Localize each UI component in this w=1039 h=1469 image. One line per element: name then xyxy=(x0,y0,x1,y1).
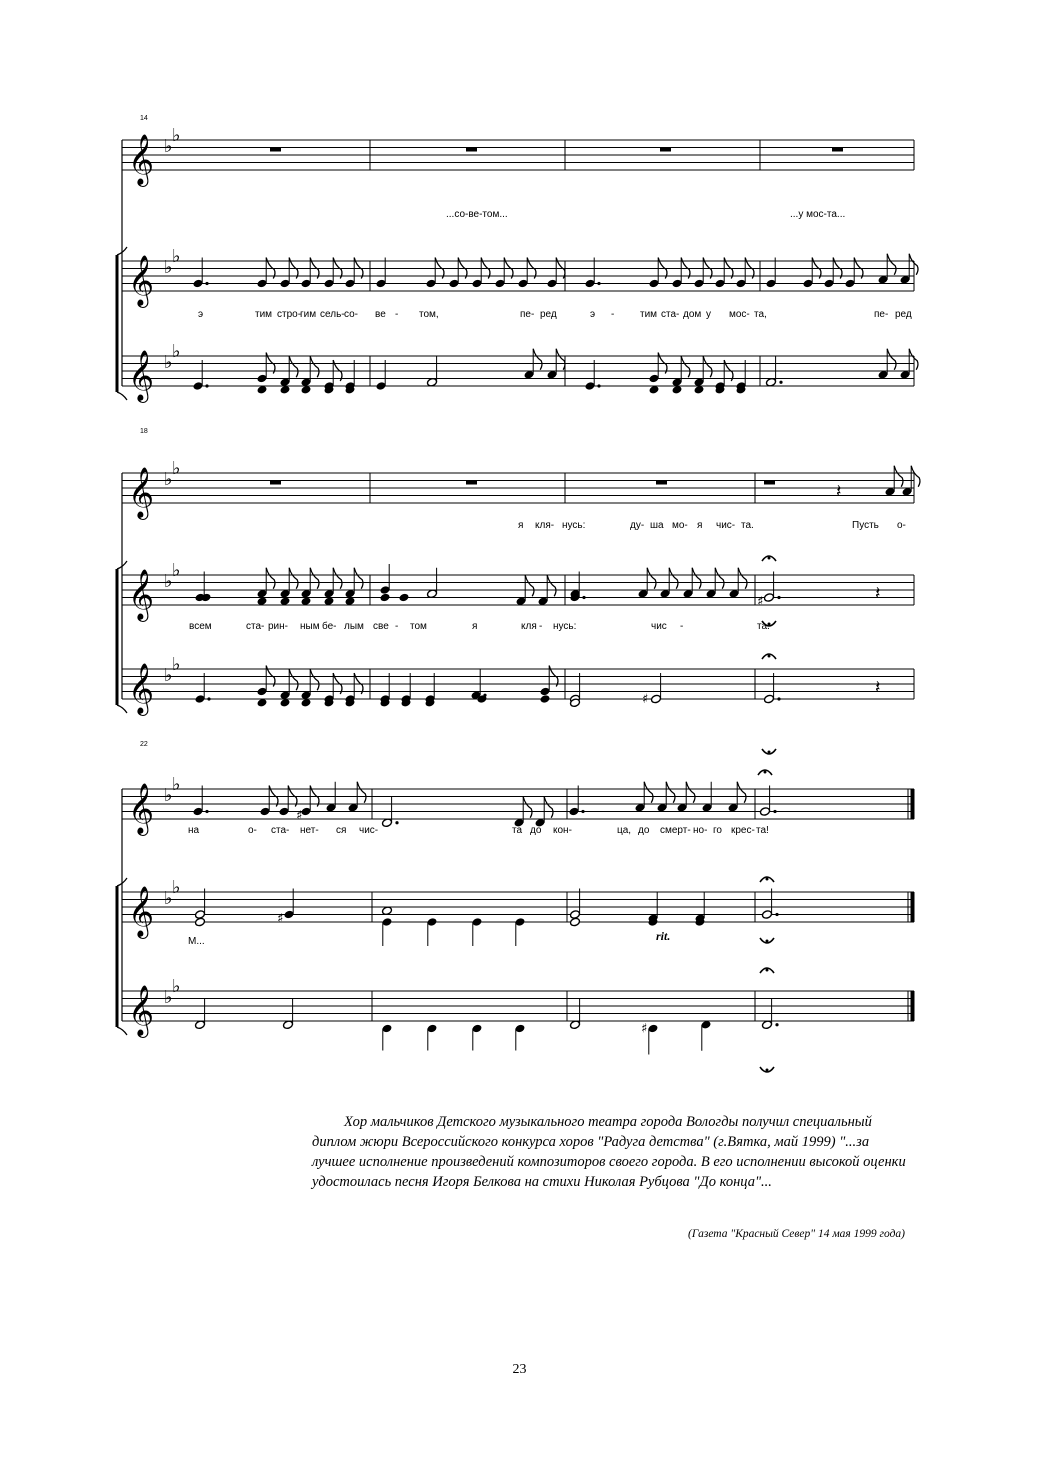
lyric: ве xyxy=(375,309,386,320)
flat-icon: ♭ xyxy=(172,774,181,795)
note-flag xyxy=(681,356,690,377)
tempo-mark: rit. xyxy=(656,929,671,943)
flat-icon: ♭ xyxy=(172,341,181,362)
flat-icon: ♭ xyxy=(164,665,173,686)
lyric: том, xyxy=(419,309,439,320)
lyric: бе- xyxy=(322,621,337,632)
dot xyxy=(205,282,208,285)
flat-icon: ♭ xyxy=(164,136,173,157)
flat-icon: ♭ xyxy=(164,987,173,1008)
lyric: ным xyxy=(300,621,320,632)
flat-icon: ♭ xyxy=(172,877,181,898)
bracket xyxy=(117,705,127,713)
note-flag xyxy=(669,568,678,589)
fermata-dot xyxy=(766,1069,769,1072)
note-flag xyxy=(357,782,366,803)
treble-clef-icon: 𝄞 xyxy=(128,663,155,714)
bracket xyxy=(117,1027,127,1035)
fermata-dot xyxy=(766,940,769,943)
lyric: гим xyxy=(300,309,317,320)
fermata-dot xyxy=(768,557,771,560)
lyric: го xyxy=(713,825,722,836)
lyric: кля- xyxy=(535,520,555,531)
note-head xyxy=(380,593,391,603)
lyric: о- xyxy=(248,825,257,836)
note-flag xyxy=(544,797,553,818)
flat-icon: ♭ xyxy=(164,257,173,278)
note-head xyxy=(399,593,410,603)
half-note xyxy=(651,694,662,704)
dot xyxy=(205,384,208,387)
half-note xyxy=(762,910,773,920)
caption-text: Хор мальчиков Детского музыкального театра города Вологды получил специальный диплом жюри Всероссийского конкурса хоров "Радуга детства" (г.Вятка, май 1999) "...за лучшее исполнение произведений композиторов своего города. В его исполнении высокой оценки удостоилась песня Игоря Белкова на стихи Николая Рубцова "До конца"... xyxy=(312,1114,906,1190)
note-flag xyxy=(333,568,342,589)
note-flag xyxy=(533,349,542,370)
lyric: ся xyxy=(336,825,347,836)
flat-icon: ♭ xyxy=(172,976,181,997)
dot xyxy=(775,1023,778,1026)
note-flag xyxy=(289,669,298,690)
quarter-rest: 𝄽 xyxy=(836,481,842,502)
lyric: у xyxy=(706,309,711,320)
note-flag xyxy=(556,349,565,370)
caption xyxy=(312,1112,912,1192)
lyric: чис- xyxy=(716,520,736,531)
flat-icon: ♭ xyxy=(172,125,181,146)
treble-clef-icon: 𝄞 xyxy=(128,985,155,1036)
treble-clef-icon: 𝄞 xyxy=(128,569,155,620)
dot xyxy=(597,282,600,285)
whole-rest xyxy=(656,481,667,485)
dot xyxy=(777,697,780,700)
lyric: - xyxy=(395,621,399,632)
lyric: ста- xyxy=(661,309,680,320)
dot xyxy=(581,810,584,813)
lyric: та! xyxy=(756,825,769,836)
note-flag xyxy=(666,782,675,803)
note-flag xyxy=(289,356,298,377)
note-flag xyxy=(911,466,920,487)
fermata-dot xyxy=(766,969,769,972)
lyric: до xyxy=(638,825,650,836)
lyric: - xyxy=(395,309,399,320)
dot xyxy=(395,821,398,824)
half-note xyxy=(764,694,775,704)
whole-rest xyxy=(270,481,281,485)
sharp-icon: ♯ xyxy=(296,808,303,824)
lyric: я xyxy=(472,621,478,632)
staff-lines xyxy=(117,125,914,1038)
treble-clef-icon: 𝄞 xyxy=(128,467,155,518)
note-flag xyxy=(644,782,653,803)
note-flag xyxy=(686,782,695,803)
note-flag xyxy=(715,568,724,589)
lyric: - xyxy=(611,309,615,320)
lyric: чис- xyxy=(359,825,379,836)
note-flag xyxy=(289,568,298,589)
treble-clef-icon: 𝄞 xyxy=(128,134,155,185)
whole-rest xyxy=(466,481,477,485)
fermata-dot xyxy=(764,771,767,774)
lyric: ...со-ве-том... xyxy=(446,209,508,220)
lyric: кон- xyxy=(553,825,572,836)
lyric: лым xyxy=(344,621,364,632)
lyric: ца, xyxy=(617,825,632,836)
treble-clef-icon: 𝄞 xyxy=(128,350,155,401)
page-number: 23 xyxy=(512,1362,527,1377)
flat-icon: ♭ xyxy=(172,458,181,479)
flat-icon: ♭ xyxy=(172,654,181,675)
note-flag xyxy=(647,568,656,589)
flat-icon: ♭ xyxy=(164,888,173,909)
fermata-dot xyxy=(768,655,771,658)
note-flag xyxy=(525,575,534,596)
measure-number: 18 xyxy=(140,428,148,435)
source-citation: (Газета "Красный Север" 14 мая 1999 года) xyxy=(688,1228,905,1240)
note-head xyxy=(570,917,581,927)
lyric: нусь: xyxy=(562,520,586,531)
quarter-rest: 𝄽 xyxy=(875,677,881,698)
quarter-rest: 𝄽 xyxy=(875,583,881,604)
lyric: рин- xyxy=(268,621,288,632)
note-flag xyxy=(266,568,275,589)
flat-icon: ♭ xyxy=(164,571,173,592)
score-text xyxy=(140,115,912,947)
lyric: я xyxy=(697,520,703,531)
half-note xyxy=(760,807,771,817)
lyric: дом xyxy=(683,309,702,320)
lyric: та. xyxy=(741,520,754,531)
lyric: чис xyxy=(651,621,667,632)
lyric: сель- xyxy=(320,309,345,320)
note-flag xyxy=(887,254,896,275)
note-flag xyxy=(547,575,556,596)
note-flag xyxy=(894,466,903,487)
lyric: я xyxy=(518,520,524,531)
lyric: крес- xyxy=(731,825,755,836)
lyric: э xyxy=(198,309,204,320)
dot xyxy=(205,810,208,813)
whole-rest xyxy=(764,481,775,485)
lyric: всем xyxy=(189,621,212,632)
lyric: ста- xyxy=(271,825,290,836)
whole-rest xyxy=(832,148,843,152)
lyric: смерт- xyxy=(660,825,691,836)
dot xyxy=(582,596,585,599)
lyric: тим xyxy=(640,309,658,320)
lyric: ша xyxy=(650,520,664,531)
sharp-icon: ♯ xyxy=(757,594,764,610)
lyric: о- xyxy=(897,520,906,531)
note-flag xyxy=(354,568,363,589)
measure-number: 14 xyxy=(140,115,148,122)
flat-icon: ♭ xyxy=(172,560,181,581)
note-flag xyxy=(523,797,532,818)
lyric: э xyxy=(590,309,596,320)
lyric: пе- xyxy=(520,309,535,320)
lyric: кля xyxy=(521,621,537,632)
dot xyxy=(207,697,210,700)
sharp-icon: ♯ xyxy=(642,692,649,707)
sharp-icon: ♯ xyxy=(641,1021,648,1037)
note-head xyxy=(540,694,551,704)
note-flag xyxy=(310,356,319,377)
measure-number: 22 xyxy=(140,741,148,748)
lyric: та xyxy=(512,825,523,836)
lyric: ду- xyxy=(630,520,645,531)
dot xyxy=(775,913,778,916)
lyric: М... xyxy=(188,936,205,947)
note-flag xyxy=(737,782,746,803)
lyric: та. xyxy=(757,621,770,632)
lyric: нет- xyxy=(300,825,319,836)
lyric: нусь: xyxy=(553,621,577,632)
note-flag xyxy=(887,349,896,370)
lyric: но- xyxy=(693,825,708,836)
lyric: мос- xyxy=(729,309,750,320)
note-flag xyxy=(310,669,319,690)
lyric: - xyxy=(680,621,684,632)
lyric: ред xyxy=(540,309,557,320)
note-head xyxy=(195,917,206,927)
whole-rest xyxy=(270,148,281,152)
treble-clef-icon: 𝄞 xyxy=(128,886,155,937)
treble-clef-icon: 𝄞 xyxy=(128,783,155,834)
treble-clef-icon: 𝄞 xyxy=(128,255,155,306)
note-flag xyxy=(310,568,319,589)
lyric: та, xyxy=(754,309,767,320)
lyric: ред xyxy=(895,309,912,320)
note-flag xyxy=(692,568,701,589)
flat-icon: ♭ xyxy=(164,469,173,490)
note-flag xyxy=(703,356,712,377)
dot xyxy=(777,596,780,599)
lyric: том xyxy=(410,621,427,632)
note-flag xyxy=(738,568,747,589)
lyric: стро- xyxy=(277,309,302,320)
sharp-icon: ♯ xyxy=(277,911,284,927)
lyric: ста- xyxy=(246,621,265,632)
dot xyxy=(597,384,600,387)
lyric: пе- xyxy=(874,309,889,320)
lyric: до xyxy=(530,825,542,836)
lyric: Пусть xyxy=(852,520,879,531)
lyric: све xyxy=(373,621,389,632)
lyric: - xyxy=(539,621,543,632)
fermata-dot xyxy=(768,751,771,754)
flat-icon: ♭ xyxy=(172,246,181,267)
half-note xyxy=(764,593,775,603)
flat-icon: ♭ xyxy=(164,352,173,373)
notes xyxy=(193,148,920,1055)
flat-icon: ♭ xyxy=(164,785,173,806)
fermata-dot xyxy=(766,878,769,881)
whole-rest xyxy=(660,148,671,152)
whole-rest xyxy=(466,148,477,152)
lyric: мо- xyxy=(672,520,688,531)
lyric: со- xyxy=(344,309,359,320)
dot xyxy=(779,381,782,384)
dot xyxy=(773,810,776,813)
lyric: тим xyxy=(255,309,273,320)
lyric: ...у мос-та... xyxy=(790,209,846,220)
bracket xyxy=(117,392,127,400)
lyric: на xyxy=(188,825,200,836)
